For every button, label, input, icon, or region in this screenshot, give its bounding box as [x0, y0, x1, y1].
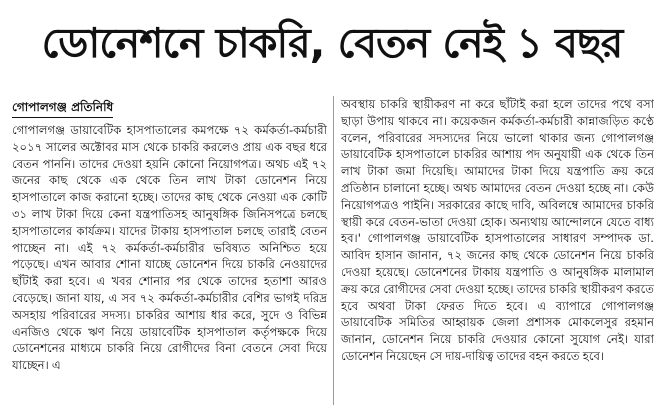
- byline: গোপালগঞ্জ প্রতিনিধি: [12, 98, 113, 118]
- column-right-text: অবস্থায় চাকরি স্থায়ীকরণ না করে ছাঁটাই করা হলে তাদের পথে বসা ছাড়া উপায় থাকবে না। কয়েকজন কর্মকর্তা-কর্মচারী কান্নাজড়িত কণ্ঠে বলেন, পরিবারের সদস্যদের নিয়ে ভালো থাকার জন্য গোপালগঞ্জ ডায়াবেটিক হাসপাতালে চাকরির আশায় পদ অনুযায়ী এক থেকে তিন লাখ টাকা জমা দিয়েছি। আমাদের টাকা দিয়ে যন্ত্রপাতি ক্রয় করে প্রতিষ্ঠান চালানো হচ্ছে। অথচ আমাদের বেতন দেওয়া হচ্ছে না। কেউ নিয়োগপত্রও পাইনি। সরকারের কাছে দাবি, অবিলম্বে আমাদের চাকরি স্থায়ী করে বেতন-ভাতা দেওয়া হোক। অন্যথায় আন্দোলনে যেতে বাধ্য হব।' গোপালগঞ্জ ডায়াবেটিক হাসপাতালের সাধারণ সম্পাদক ডা. আবিদ হাসান জানান, ৭২ জনের কাছ থেকে ডোনেশন নিয়ে চাকরি দেওয়া হয়েছে। ডোনেশনের টাকায় যন্ত্রপাতি ও আনুষঙ্গিক মালামাল ক্রয় করে রোগীদের সেবা দেওয়া হচ্ছে। তাদের চাকরি স্থায়ীকরণ করতে হবে অথবা টাকা ফেরত দিতে হবে। এ ব্যাপারে গোপালগঞ্জ ডায়াবেটিক সমিতির আহ্বায়ক জেলা প্রশাসক মোকলেসুর রহমান জানান, ডোনেশন নিয়ে চাকরি দেওয়ার কোনো সুযোগ নেই। যারা ডোনেশন নিয়েছেন সে দায়-দায়িত্ব তাদের বহন করতে হবে।: [341, 97, 654, 363]
- column-left-text: গোপালগঞ্জ ডায়াবেটিক হাসপাতালের কমপক্ষে ৭২ কর্মকর্তা-কর্মচারী ২০১৭ সালের অক্টোবর মাস থেকে চাকরি করলেও প্রায় এক বছর ধরে বেতন পাননি। তাদের দেওয়া হয়নি কোনো নিয়োগপত্র। অথচ এই ৭২ জনের কাছ থেকে এক থেকে তিন লাখ টাকা ডোনেশন নিয়ে হাসপাতালে কাজ করানো হচ্ছে। তাদের কাছ থেকে নেওয়া এক কোটি ৩১ লাখ টাকা দিয়ে কেনা যন্ত্রপাতিসহ আনুষঙ্গিক জিনিসপত্রে চলছে হাসপাতালের কার্যক্রম। যাদের টাকায় হাসপাতাল চলছে তারাই বেতন পাচ্ছেন না। এই ৭২ কর্মকর্তা-কর্মচারীর ভবিষ্যত অনিশ্চিত হয়ে পড়েছে। এখন আবার শোনা যাচ্ছে ডোনেশন দিয়ে চাকরি নেওয়াদের ছাঁটাই করা হবে। এ খবর শোনার পর থেকে তাদের হতাশা আরও বেড়েছে। জানা যায়, এ সব ৭২ কর্মকর্তা-কর্মচারীর বেশির ভাগই দরিদ্র অসহায় পরিবারের সদস্য। চাকরির আশায় ধার করে, সুদে ও বিভিন্ন এনজিও থেকে ঋণ নিয়ে ডায়াবেটিক হাসপাতাল কর্তৃপক্ষকে দিয়ে ডোনেশনের মাধ্যমে চাকরি নিয়ে রোগীদের বিনা বেতনে সেবা দিয়ে যাচ্ছেন। এ: [12, 123, 327, 373]
- column-right: [333, 96, 654, 405]
- headline: ডোনেশনে চাকরি, বেতন নেই ১ বছর: [41, 19, 623, 67]
- article-body: [12, 96, 654, 405]
- column-left: [12, 96, 333, 405]
